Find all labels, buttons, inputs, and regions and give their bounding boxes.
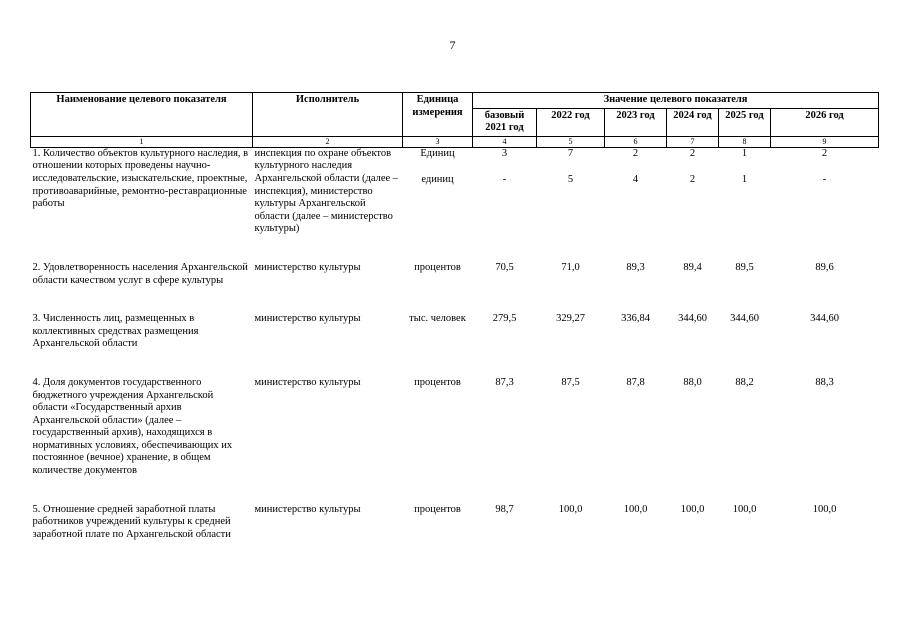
value-2024: 344,60 xyxy=(678,313,707,325)
executor: министерство культуры xyxy=(254,313,361,325)
column-number: 5 xyxy=(537,136,605,147)
value: 5 xyxy=(567,174,574,186)
value: - xyxy=(502,174,507,186)
value-2023: 87,8 xyxy=(626,376,645,388)
value-2022: 329,27 xyxy=(556,313,585,325)
unit-line: Единиц xyxy=(420,147,455,159)
header-year-2024: 2024 год xyxy=(667,108,719,136)
header-year-2022: 2022 год xyxy=(537,108,605,136)
unit-line: единиц xyxy=(421,174,454,186)
executor: министерство культуры xyxy=(254,261,361,273)
header-indicator-name: Наименование целевого показателя xyxy=(31,93,253,137)
value: 2 xyxy=(632,147,639,159)
value-2025: 344,60 xyxy=(730,313,759,325)
value: - xyxy=(822,174,827,186)
value: 2 xyxy=(821,147,828,159)
value-2025: 100,0 xyxy=(732,503,757,515)
row-spacer xyxy=(31,478,879,504)
value: 1 xyxy=(741,174,748,186)
unit: тыс. человек xyxy=(409,313,466,325)
value-base: 279,5 xyxy=(492,313,517,325)
value-2026: 100,0 xyxy=(812,503,837,515)
unit: процентов xyxy=(414,376,461,388)
column-number: 6 xyxy=(605,136,667,147)
indicator-name: 4. Доля документов государственного бюджетного учреждения Архангельской области «Государственный архив Архангельской области» (далее – государственный архив), находящихся в нормативных условиях, обеспечивающих их постоянное (вечное) хранение, в общем количестве документов xyxy=(32,376,233,477)
header-unit: Единица измерения xyxy=(403,93,473,137)
column-number: 1 xyxy=(31,136,253,147)
value-2022 xyxy=(537,147,605,236)
executor: министерство культуры xyxy=(254,376,361,388)
value: 2 xyxy=(689,174,696,186)
executor: инспекция по охране объектов культурного наследия Архангельской области (далее – инспекция), министерство культуры Архангельской области (далее – министерство культуры) xyxy=(254,147,399,235)
column-number-row xyxy=(31,136,879,147)
indicator-name: 5. Отношение средней заработной платы работников учреждений культуры к средней заработной плате по Архангельской области xyxy=(32,503,231,540)
unit: процентов xyxy=(414,503,461,515)
row-spacer xyxy=(31,287,879,313)
value-2022: 100,0 xyxy=(558,503,583,515)
value: 3 xyxy=(501,147,508,159)
row-spacer xyxy=(31,236,879,262)
column-number: 7 xyxy=(667,136,719,147)
value-2026 xyxy=(771,147,879,236)
value-2023: 100,0 xyxy=(623,503,648,515)
value-base xyxy=(473,147,537,236)
column-number: 2 xyxy=(253,136,403,147)
value-2024: 89,4 xyxy=(683,261,702,273)
table-row xyxy=(31,262,879,287)
value: 2 xyxy=(689,147,696,159)
value-2026: 344,60 xyxy=(810,313,839,325)
value-2026: 89,6 xyxy=(815,261,834,273)
value-base: 98,7 xyxy=(495,503,514,515)
column-number: 9 xyxy=(771,136,879,147)
value-base: 87,3 xyxy=(495,376,514,388)
page-number: 7 xyxy=(449,38,456,52)
value-2025 xyxy=(719,147,771,236)
header-year-2026: 2026 год xyxy=(771,108,879,136)
value-2023 xyxy=(605,147,667,236)
value: 1 xyxy=(741,147,748,159)
header-year-base: базовый 2021 год xyxy=(473,108,537,136)
value-2026: 88,3 xyxy=(815,376,834,388)
value-2023: 336,84 xyxy=(621,313,650,325)
indicator-name: 3. Численность лиц, размещенных в коллективных средствах размещения Архангельской области xyxy=(32,313,199,350)
executor: министерство культуры xyxy=(254,503,361,515)
value-2025: 89,5 xyxy=(735,261,754,273)
value-2024: 100,0 xyxy=(680,503,705,515)
table-row xyxy=(31,377,879,478)
row-spacer xyxy=(31,351,879,377)
value-base: 70,5 xyxy=(495,261,514,273)
value-2025: 88,2 xyxy=(735,376,754,388)
header-value-group: Значение целевого показателя xyxy=(473,93,879,109)
column-number: 3 xyxy=(403,136,473,147)
value-2024: 88,0 xyxy=(683,376,702,388)
indicator-name: 2. Удовлетворенность населения Архангельской области качеством услуг в сфере культуры xyxy=(32,261,248,286)
indicator-name: 1. Количество объектов культурного наследия, в отношении которых проведены научно-исследовательские, изыскательские, проектные, противоаварийные, ремонтно-реставрационные работы xyxy=(32,147,249,210)
value-2022: 71,0 xyxy=(561,261,580,273)
header-year-2025: 2025 год xyxy=(719,108,771,136)
value: 7 xyxy=(567,147,574,159)
value-2024 xyxy=(667,147,719,236)
header-year-2023: 2023 год xyxy=(605,108,667,136)
column-number: 4 xyxy=(473,136,537,147)
column-number: 8 xyxy=(719,136,771,147)
table-row xyxy=(31,313,879,351)
header-executor: Исполнитель xyxy=(253,93,403,137)
value-2023: 89,3 xyxy=(626,261,645,273)
unit xyxy=(403,147,473,236)
target-indicators-table xyxy=(30,92,879,541)
table-row xyxy=(31,504,879,542)
table-row xyxy=(31,147,879,236)
value: 4 xyxy=(632,174,639,186)
value-2022: 87,5 xyxy=(561,376,580,388)
unit: процентов xyxy=(414,261,461,273)
